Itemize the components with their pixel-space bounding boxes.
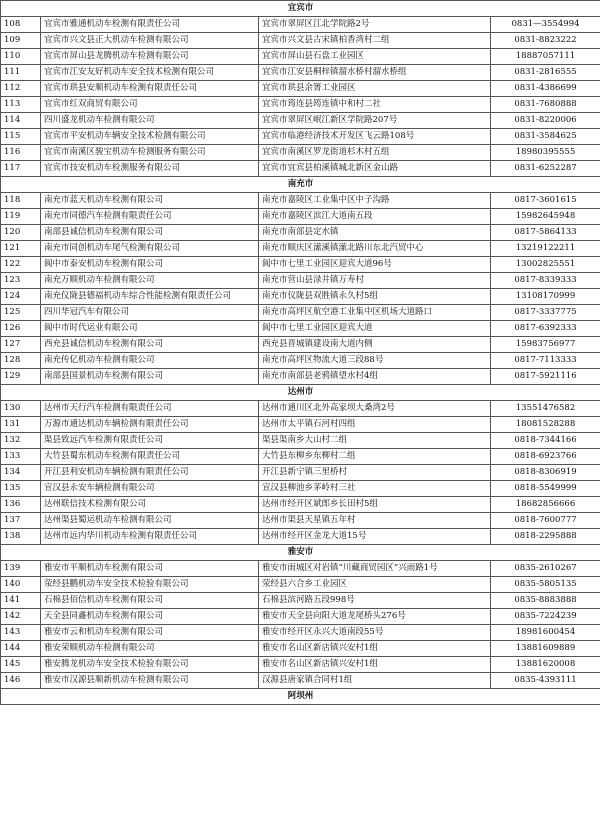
row-number: 108 <box>1 17 41 33</box>
company-name: 南部县诚信机动车检测有限公司 <box>41 225 259 241</box>
row-number: 113 <box>1 97 41 113</box>
phone-number: 0818-8306919 <box>491 465 600 481</box>
row-number: 124 <box>1 289 41 305</box>
table-row <box>1 321 600 337</box>
phone-number: 0818-7600777 <box>491 513 600 529</box>
company-name: 雅安市汉源县顺新机动车检测有限公司 <box>41 673 259 689</box>
phone-number: 18081528288 <box>491 417 600 433</box>
company-address: 南充市营山县渌井镇万寿村 <box>259 273 491 289</box>
company-address: 阆中市七里工业园区迎宾大道 <box>259 321 491 337</box>
phone-number: 18980395555 <box>491 145 600 161</box>
row-number: 111 <box>1 65 41 81</box>
company-name: 宜宾市雅通机动车检测有限责任公司 <box>41 17 259 33</box>
table-row <box>1 81 600 97</box>
phone-number: 0835-5805135 <box>491 577 600 593</box>
company-address: 雅安市天全县向阳大道龙尾桥头276号 <box>259 609 491 625</box>
row-number: 118 <box>1 193 41 209</box>
city-name: 宜宾市 <box>1 1 600 17</box>
phone-number: 15982645948 <box>491 209 600 225</box>
phone-number: 0831-8823222 <box>491 33 600 49</box>
table-row <box>1 129 600 145</box>
company-address: 南充市南部县老鸦镇望水村4组 <box>259 369 491 385</box>
company-address: 汉源县唐家镇合同村1组 <box>259 673 491 689</box>
company-name: 天全县同鑫机动车检测有限公司 <box>41 609 259 625</box>
phone-number: 13219122211 <box>491 241 600 257</box>
row-number: 144 <box>1 641 41 657</box>
row-number: 136 <box>1 497 41 513</box>
phone-number: 13881609889 <box>491 641 600 657</box>
company-address: 达州市太平镇石河村四组 <box>259 417 491 433</box>
city-header-row <box>1 385 600 401</box>
phone-number: 0835-8883888 <box>491 593 600 609</box>
row-number: 115 <box>1 129 41 145</box>
company-address: 大竹县东柳乡东柳村二组 <box>259 449 491 465</box>
table-row <box>1 289 600 305</box>
company-name: 南部县国景机动车检测有限公司 <box>41 369 259 385</box>
row-number: 114 <box>1 113 41 129</box>
city-name: 达州市 <box>1 385 600 401</box>
row-number: 145 <box>1 657 41 673</box>
table-row <box>1 497 600 513</box>
city-header-row <box>1 177 600 193</box>
table-row <box>1 529 600 545</box>
company-address: 开江县新宁镇三里桥村 <box>259 465 491 481</box>
table-row <box>1 449 600 465</box>
row-number: 135 <box>1 481 41 497</box>
company-name: 宜宾市平安机动车辆安全技术检测有限公司 <box>41 129 259 145</box>
table-row <box>1 193 600 209</box>
phone-number: 0818-6923766 <box>491 449 600 465</box>
row-number: 119 <box>1 209 41 225</box>
company-name: 西充县诚信机动车检测有限公司 <box>41 337 259 353</box>
table-row <box>1 641 600 657</box>
company-address: 宜宾市筠连县筠连镇中和村二社 <box>259 97 491 113</box>
company-name: 荥经县鹏机动车安全技术检验有限公司 <box>41 577 259 593</box>
company-address: 宜宾市珙县余箐工业园区 <box>259 81 491 97</box>
company-address: 宜宾市翠屏区江北学院路2号 <box>259 17 491 33</box>
company-address: 南充市高坪区航空港工业集中区机场大道路口 <box>259 305 491 321</box>
phone-number: 0817-3601615 <box>491 193 600 209</box>
table-row <box>1 257 600 273</box>
company-name: 开江县利安机动车辆检测有限责任公司 <box>41 465 259 481</box>
company-address: 西充县晋城镇建设南大道内侧 <box>259 337 491 353</box>
row-number: 110 <box>1 49 41 65</box>
company-name: 南充市同德汽车检测有限责任公司 <box>41 209 259 225</box>
phone-number: 0817-5921116 <box>491 369 600 385</box>
table-row <box>1 97 600 113</box>
phone-number: 0817-5864133 <box>491 225 600 241</box>
row-number: 133 <box>1 449 41 465</box>
city-header-row <box>1 1 600 17</box>
table-row <box>1 577 600 593</box>
company-name: 达州联信技术检测有限公司 <box>41 497 259 513</box>
company-name: 雅安市平顺机动车检测有限公司 <box>41 561 259 577</box>
company-name: 宜宾市屏山县龙腾机动车检测有限公司 <box>41 49 259 65</box>
row-number: 120 <box>1 225 41 241</box>
phone-number: 0831-7680888 <box>491 97 600 113</box>
phone-number: 0818-5549999 <box>491 481 600 497</box>
company-name: 宜宾市红双商贸有限公司 <box>41 97 259 113</box>
row-number: 140 <box>1 577 41 593</box>
company-name: 阆中市时代运业有限公司 <box>41 321 259 337</box>
row-number: 126 <box>1 321 41 337</box>
company-name: 南充传亿机动车检测有限公司 <box>41 353 259 369</box>
phone-number: 0831-6252287 <box>491 161 600 177</box>
company-name: 南充万顺机动车检测有限公司 <box>41 273 259 289</box>
company-name: 渠县致远汽车检测有限责任公司 <box>41 433 259 449</box>
row-number: 125 <box>1 305 41 321</box>
phone-number: 13551476582 <box>491 401 600 417</box>
company-address: 南充市嘉陵区工业集中区中子沟路 <box>259 193 491 209</box>
table-row <box>1 657 600 673</box>
table-row <box>1 353 600 369</box>
city-name: 雅安市 <box>1 545 600 561</box>
phone-number: 13002825551 <box>491 257 600 273</box>
company-address: 达州市经开区金龙大道15号 <box>259 529 491 545</box>
phone-number: 0818-7344166 <box>491 433 600 449</box>
phone-number: 0835-7224239 <box>491 609 600 625</box>
company-name: 阆中市泰安机动车检测有限公司 <box>41 257 259 273</box>
company-name: 四川盛龙机动车检测有限公司 <box>41 113 259 129</box>
company-name: 万源市通达机动车辆检测有限责任公司 <box>41 417 259 433</box>
phone-number: 0831-8220006 <box>491 113 600 129</box>
phone-number: 0817-7113333 <box>491 353 600 369</box>
company-name: 雅安荣顺机动车检测有限公司 <box>41 641 259 657</box>
company-address: 阆中市七里工业园区迎宾大道96号 <box>259 257 491 273</box>
company-name: 达州市远内华川机动车检测有限责任公司 <box>41 529 259 545</box>
company-name: 达州市天行汽车检测有限责任公司 <box>41 401 259 417</box>
company-address: 雅安市经开区永兴大道南段55号 <box>259 625 491 641</box>
table-row <box>1 305 600 321</box>
company-address: 宜宾市南溪区罗龙街道杉木村五组 <box>259 145 491 161</box>
company-address: 宜宾市翠屏区岷江新区学院路207号 <box>259 113 491 129</box>
company-address: 石棉县滨河路五段998号 <box>259 593 491 609</box>
table-row <box>1 625 600 641</box>
table-row <box>1 593 600 609</box>
row-number: 146 <box>1 673 41 689</box>
phone-number: 0831—3554994 <box>491 17 600 33</box>
company-address: 达州市通川区北外高家坝大桑湾2号 <box>259 401 491 417</box>
row-number: 137 <box>1 513 41 529</box>
phone-number: 0817-6392333 <box>491 321 600 337</box>
phone-number: 18887057111 <box>491 49 600 65</box>
table-row <box>1 369 600 385</box>
company-name: 南充仪陇县德福机动车综合性能检测有限责任公司 <box>41 289 259 305</box>
table-row <box>1 17 600 33</box>
phone-number: 18682856666 <box>491 497 600 513</box>
phone-number: 0831-2816555 <box>491 65 600 81</box>
phone-number: 15983756977 <box>491 337 600 353</box>
company-name: 南充市蓝天机动车检测有限公司 <box>41 193 259 209</box>
company-address: 宜宾市临港经济技术开发区飞云路108号 <box>259 129 491 145</box>
table-row <box>1 337 600 353</box>
company-address: 宣汉县柳池乡茅岭村三社 <box>259 481 491 497</box>
company-name: 雅安腾龙机动车安全技术检验有限公司 <box>41 657 259 673</box>
phone-number: 0835-2610267 <box>491 561 600 577</box>
city-name: 南充市 <box>1 177 600 193</box>
row-number: 112 <box>1 81 41 97</box>
table-row <box>1 609 600 625</box>
row-number: 109 <box>1 33 41 49</box>
table-row <box>1 145 600 161</box>
company-name: 宜宾市珙县安顺机动车检测有限责任公司 <box>41 81 259 97</box>
phone-number: 0835-4393111 <box>491 673 600 689</box>
table-row <box>1 673 600 689</box>
company-address: 南充市高坪区物流大道三段88号 <box>259 353 491 369</box>
table-row <box>1 161 600 177</box>
company-address: 宜宾市兴文县古宋镇柏香湾村二组 <box>259 33 491 49</box>
phone-number: 13108170999 <box>491 289 600 305</box>
company-name: 南充市同创机动车尾气检测有限公司 <box>41 241 259 257</box>
company-address: 南充市南部县定水镇 <box>259 225 491 241</box>
row-number: 121 <box>1 241 41 257</box>
company-address: 南充市仪陇县双胜镇永久村5组 <box>259 289 491 305</box>
company-name: 宜宾市兴文县正大机动车检测有限公司 <box>41 33 259 49</box>
phone-number: 13881620008 <box>491 657 600 673</box>
row-number: 128 <box>1 353 41 369</box>
city-header-row <box>1 689 600 705</box>
phone-number: 0831-3584625 <box>491 129 600 145</box>
table-row <box>1 33 600 49</box>
row-number: 142 <box>1 609 41 625</box>
company-address: 雅安市名山区新店镇兴安村1组 <box>259 641 491 657</box>
table-row <box>1 65 600 81</box>
row-number: 143 <box>1 625 41 641</box>
company-address: 渠县渠南乡大山村二组 <box>259 433 491 449</box>
company-name: 石棉县佰信机动车检测有限公司 <box>41 593 259 609</box>
table-row <box>1 481 600 497</box>
table-row <box>1 465 600 481</box>
table-row <box>1 225 600 241</box>
table-row <box>1 273 600 289</box>
company-name: 宜宾市技安机动车检测服务有限公司 <box>41 161 259 177</box>
company-name: 四川华冠汽车有限公司 <box>41 305 259 321</box>
table-row <box>1 113 600 129</box>
table-row <box>1 241 600 257</box>
company-address: 雅安市雨城区对岩镇“川藏商贸园区”兴雨路1号 <box>259 561 491 577</box>
phone-number: 0831-4386699 <box>491 81 600 97</box>
company-address: 荥经县六合乡工业园区 <box>259 577 491 593</box>
phone-number: 0817-3337775 <box>491 305 600 321</box>
company-address: 宜宾市江安县桐梓镇溜水桥村溜水桥组 <box>259 65 491 81</box>
table-row <box>1 513 600 529</box>
company-name: 雅安市云和机动车检测有限公司 <box>41 625 259 641</box>
company-address: 南充市嘉陵区滨江大道南五段 <box>259 209 491 225</box>
company-name: 达州渠县蜀运机动车检测有限公司 <box>41 513 259 529</box>
row-number: 138 <box>1 529 41 545</box>
table-row <box>1 49 600 65</box>
row-number: 141 <box>1 593 41 609</box>
phone-number: 18981600454 <box>491 625 600 641</box>
table-row <box>1 433 600 449</box>
company-address: 宜宾市屏山县石盘工业园区 <box>259 49 491 65</box>
company-address: 宜宾市宜宾县柏溪镇城北新区金山路 <box>259 161 491 177</box>
table-row <box>1 417 600 433</box>
row-number: 123 <box>1 273 41 289</box>
row-number: 132 <box>1 433 41 449</box>
table-row <box>1 561 600 577</box>
company-name: 宣汉县永安车辆检测有限公司 <box>41 481 259 497</box>
company-name: 宜宾市南溪区骏宝机动车检测服务有限公司 <box>41 145 259 161</box>
row-number: 116 <box>1 145 41 161</box>
phone-number: 0818-2295888 <box>491 529 600 545</box>
row-number: 127 <box>1 337 41 353</box>
row-number: 129 <box>1 369 41 385</box>
row-number: 117 <box>1 161 41 177</box>
company-address: 达州市渠县天星镇五年村 <box>259 513 491 529</box>
row-number: 131 <box>1 417 41 433</box>
row-number: 122 <box>1 257 41 273</box>
table-row <box>1 209 600 225</box>
phone-number: 0817-8339333 <box>491 273 600 289</box>
row-number: 130 <box>1 401 41 417</box>
row-number: 134 <box>1 465 41 481</box>
table-row <box>1 401 600 417</box>
company-address: 南充市顺庆区潆溪镇潆北路川东北汽贸中心 <box>259 241 491 257</box>
company-address: 达州市经开区斌郎乡长田村5组 <box>259 497 491 513</box>
city-header-row <box>1 545 600 561</box>
company-name: 宜宾市江安友好机动车安全技术检测有限公司 <box>41 65 259 81</box>
company-name: 大竹县蜀东机动车检测有限责任公司 <box>41 449 259 465</box>
company-address: 雅安市名山区新店镇兴安村1组 <box>259 657 491 673</box>
row-number: 139 <box>1 561 41 577</box>
city-name: 阿坝州 <box>1 689 600 705</box>
